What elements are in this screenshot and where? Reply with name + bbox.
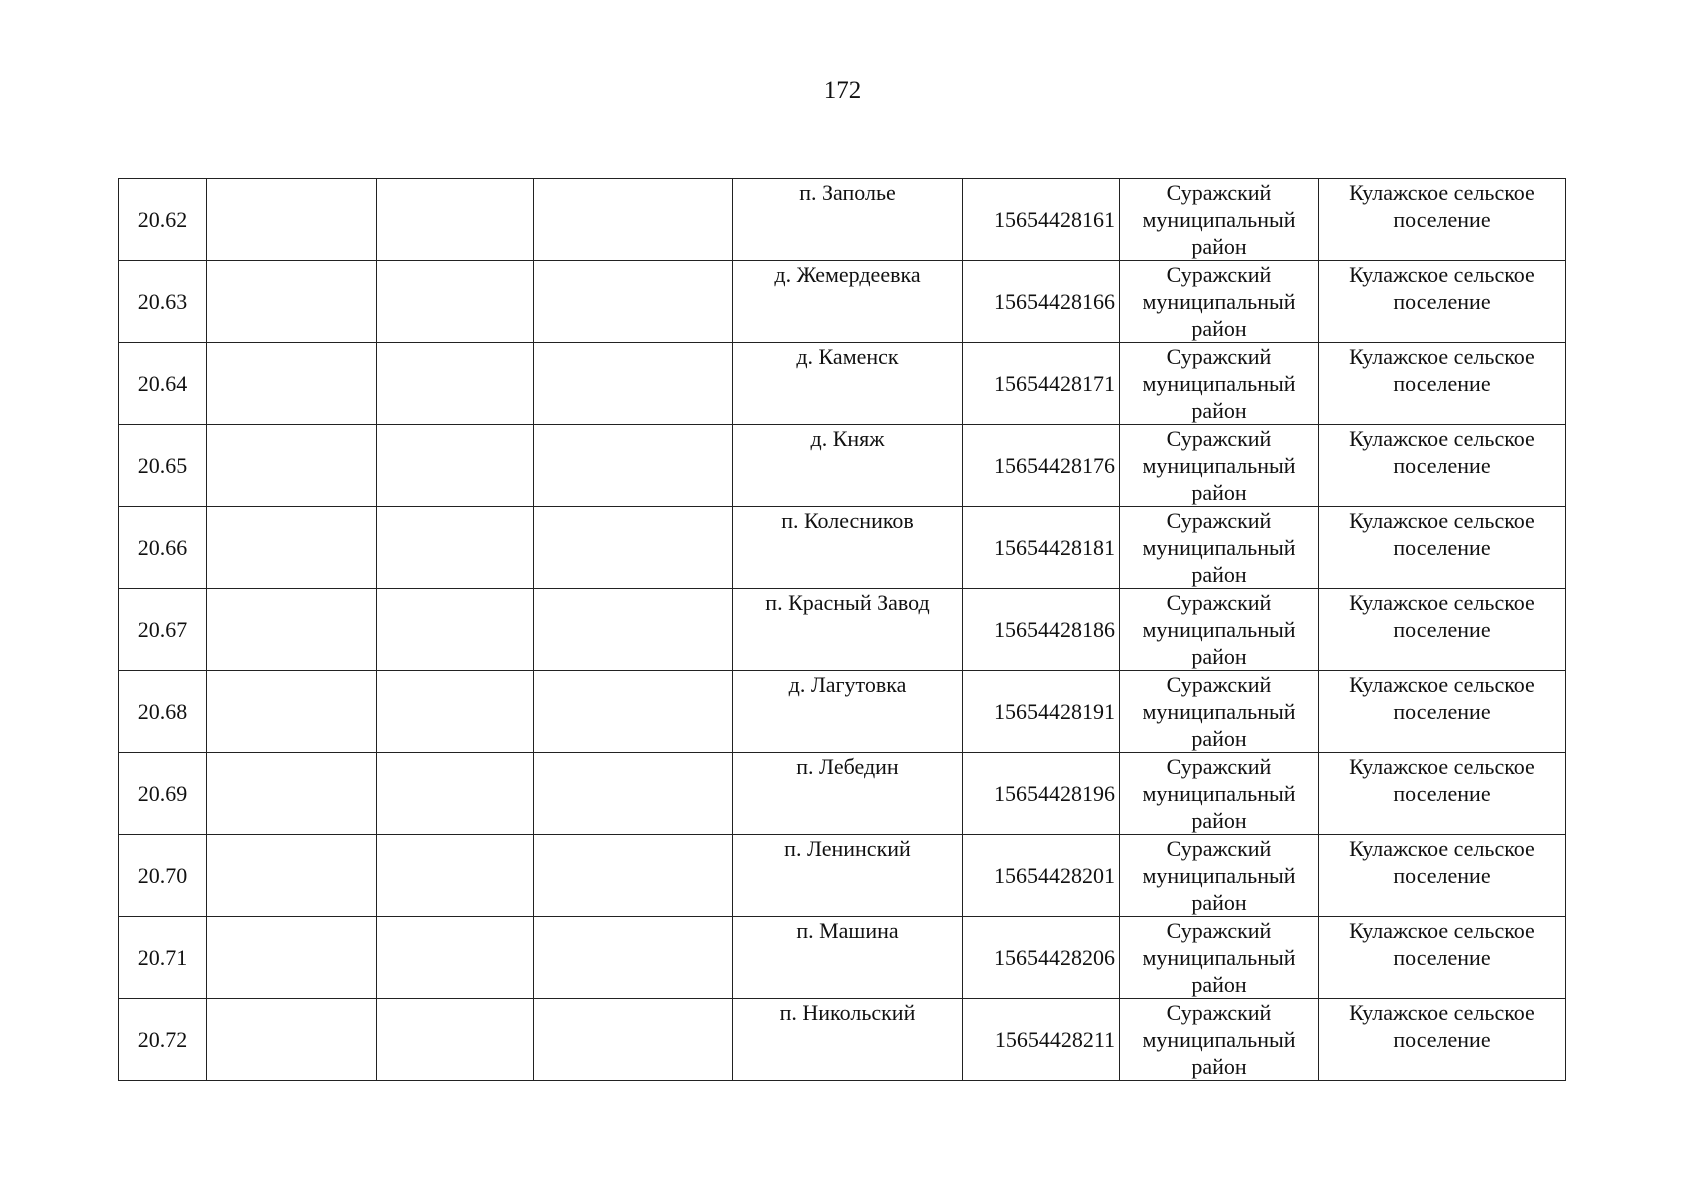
empty-cell	[207, 999, 377, 1081]
settlement-line: поселение	[1393, 371, 1491, 396]
district-line: район	[1191, 644, 1247, 669]
settlement-line: Кулажское сельское	[1349, 672, 1535, 697]
locality-name-cell: д. Княж	[733, 425, 963, 507]
locality-name-cell: п. Никольский	[733, 999, 963, 1081]
row-number-cell: 20.64	[119, 343, 207, 425]
settlement-cell	[1319, 261, 1566, 343]
district-line: Суражский	[1166, 508, 1272, 533]
oktmo-code-cell: 15654428186	[963, 589, 1120, 671]
row-number-cell: 20.62	[119, 179, 207, 261]
locality-name-cell: д. Лагутовка	[733, 671, 963, 753]
empty-cell	[207, 179, 377, 261]
row-number-cell: 20.70	[119, 835, 207, 917]
district-cell	[1120, 261, 1319, 343]
empty-cell	[377, 179, 534, 261]
locality-name-cell: п. Заполье	[733, 179, 963, 261]
row-number-cell: 20.66	[119, 507, 207, 589]
settlement-line: поселение	[1393, 207, 1491, 232]
district-line: район	[1191, 234, 1247, 259]
district-line: район	[1191, 562, 1247, 587]
settlement-line: Кулажское сельское	[1349, 344, 1535, 369]
empty-cell	[534, 671, 733, 753]
empty-cell	[377, 999, 534, 1081]
district-line: район	[1191, 972, 1247, 997]
empty-cell	[377, 343, 534, 425]
settlement-cell	[1319, 425, 1566, 507]
empty-cell	[207, 343, 377, 425]
district-cell	[1120, 343, 1319, 425]
settlement-cell	[1319, 507, 1566, 589]
settlement-line: поселение	[1393, 699, 1491, 724]
district-line: муниципальный	[1142, 617, 1296, 642]
settlement-cell	[1319, 835, 1566, 917]
district-cell	[1120, 507, 1319, 589]
district-line: район	[1191, 890, 1247, 915]
empty-cell	[377, 425, 534, 507]
oktmo-code-cell: 15654428201	[963, 835, 1120, 917]
empty-cell	[377, 261, 534, 343]
empty-cell	[377, 917, 534, 999]
locality-name-cell: п. Лебедин	[733, 753, 963, 835]
settlement-line: поселение	[1393, 289, 1491, 314]
district-line: муниципальный	[1142, 699, 1296, 724]
settlement-cell	[1319, 589, 1566, 671]
district-cell	[1120, 425, 1319, 507]
district-line: район	[1191, 316, 1247, 341]
district-cell	[1120, 589, 1319, 671]
empty-cell	[534, 753, 733, 835]
row-number-cell: 20.69	[119, 753, 207, 835]
page-number: 172	[823, 77, 862, 104]
row-number-cell: 20.63	[119, 261, 207, 343]
oktmo-code-cell: 15654428176	[963, 425, 1120, 507]
empty-cell	[534, 343, 733, 425]
settlement-line: Кулажское сельское	[1349, 508, 1535, 533]
district-line: Суражский	[1166, 262, 1272, 287]
oktmo-code-cell: 15654428196	[963, 753, 1120, 835]
district-line: муниципальный	[1142, 371, 1296, 396]
empty-cell	[534, 999, 733, 1081]
empty-cell	[377, 671, 534, 753]
empty-cell	[377, 507, 534, 589]
district-line: муниципальный	[1142, 781, 1296, 806]
district-line: Суражский	[1166, 180, 1272, 205]
locality-name-cell: п. Ленинский	[733, 835, 963, 917]
district-cell	[1120, 835, 1319, 917]
table-row	[119, 507, 1566, 589]
settlement-line: Кулажское сельское	[1349, 918, 1535, 943]
oktmo-code-cell: 15654428166	[963, 261, 1120, 343]
district-line: муниципальный	[1142, 535, 1296, 560]
locality-name-cell: п. Колесников	[733, 507, 963, 589]
oktmo-code-cell: 15654428171	[963, 343, 1120, 425]
empty-cell	[377, 835, 534, 917]
row-number-cell: 20.71	[119, 917, 207, 999]
row-number-cell: 20.65	[119, 425, 207, 507]
district-line: муниципальный	[1142, 945, 1296, 970]
empty-cell	[207, 425, 377, 507]
settlement-line: Кулажское сельское	[1349, 1000, 1535, 1025]
table-row	[119, 671, 1566, 753]
table-row	[119, 753, 1566, 835]
district-cell	[1120, 671, 1319, 753]
settlement-line: поселение	[1393, 781, 1491, 806]
settlement-line: Кулажское сельское	[1349, 836, 1535, 861]
district-line: район	[1191, 398, 1247, 423]
oktmo-code-cell: 15654428206	[963, 917, 1120, 999]
district-line: Суражский	[1166, 754, 1272, 779]
district-cell	[1120, 917, 1319, 999]
empty-cell	[207, 753, 377, 835]
settlement-cell	[1319, 917, 1566, 999]
empty-cell	[534, 917, 733, 999]
settlement-cell	[1319, 671, 1566, 753]
oktmo-code-cell: 15654428161	[963, 179, 1120, 261]
district-line: муниципальный	[1142, 453, 1296, 478]
empty-cell	[377, 589, 534, 671]
district-line: Суражский	[1166, 590, 1272, 615]
district-cell	[1120, 999, 1319, 1081]
table-row	[119, 917, 1566, 999]
district-line: Суражский	[1166, 344, 1272, 369]
table-row	[119, 589, 1566, 671]
settlement-line: поселение	[1393, 945, 1491, 970]
district-line: муниципальный	[1142, 207, 1296, 232]
empty-cell	[534, 507, 733, 589]
settlement-line: поселение	[1393, 453, 1491, 478]
settlement-cell	[1319, 999, 1566, 1081]
empty-cell	[207, 671, 377, 753]
table-row	[119, 261, 1566, 343]
oktmo-code-cell: 15654428211	[963, 999, 1120, 1081]
settlement-line: Кулажское сельское	[1349, 426, 1535, 451]
empty-cell	[207, 835, 377, 917]
empty-cell	[534, 261, 733, 343]
district-line: муниципальный	[1142, 289, 1296, 314]
settlement-cell	[1319, 343, 1566, 425]
empty-cell	[534, 425, 733, 507]
empty-cell	[207, 507, 377, 589]
settlement-line: поселение	[1393, 617, 1491, 642]
empty-cell	[207, 917, 377, 999]
settlement-line: Кулажское сельское	[1349, 754, 1535, 779]
table-row	[119, 835, 1566, 917]
district-line: район	[1191, 726, 1247, 751]
settlement-line: Кулажское сельское	[1349, 180, 1535, 205]
locality-name-cell: п. Машина	[733, 917, 963, 999]
settlement-line: поселение	[1393, 535, 1491, 560]
locality-name-cell: п. Красный Завод	[733, 589, 963, 671]
district-line: Суражский	[1166, 918, 1272, 943]
settlement-line: поселение	[1393, 863, 1491, 888]
district-line: район	[1191, 1054, 1247, 1079]
settlement-line: поселение	[1393, 1027, 1491, 1052]
district-line: Суражский	[1166, 426, 1272, 451]
oktmo-code-cell: 15654428181	[963, 507, 1120, 589]
settlement-cell	[1319, 179, 1566, 261]
table-row	[119, 999, 1566, 1081]
locality-name-cell: д. Жемердеевка	[733, 261, 963, 343]
row-number-cell: 20.67	[119, 589, 207, 671]
district-cell	[1120, 179, 1319, 261]
registry-table-body	[119, 179, 1566, 1081]
empty-cell	[534, 835, 733, 917]
registry-table	[118, 178, 1566, 1081]
locality-name-cell: д. Каменск	[733, 343, 963, 425]
table-row	[119, 425, 1566, 507]
row-number-cell: 20.68	[119, 671, 207, 753]
empty-cell	[207, 589, 377, 671]
empty-cell	[534, 179, 733, 261]
empty-cell	[207, 261, 377, 343]
settlement-line: Кулажское сельское	[1349, 590, 1535, 615]
table-row	[119, 179, 1566, 261]
district-line: Суражский	[1166, 1000, 1272, 1025]
district-line: район	[1191, 808, 1247, 833]
table-row	[119, 343, 1566, 425]
district-line: Суражский	[1166, 836, 1272, 861]
row-number-cell: 20.72	[119, 999, 207, 1081]
oktmo-code-cell: 15654428191	[963, 671, 1120, 753]
district-line: Суражский	[1166, 672, 1272, 697]
district-line: муниципальный	[1142, 1027, 1296, 1052]
settlement-cell	[1319, 753, 1566, 835]
district-cell	[1120, 753, 1319, 835]
district-line: муниципальный	[1142, 863, 1296, 888]
empty-cell	[534, 589, 733, 671]
district-line: район	[1191, 480, 1247, 505]
empty-cell	[377, 753, 534, 835]
settlement-line: Кулажское сельское	[1349, 262, 1535, 287]
